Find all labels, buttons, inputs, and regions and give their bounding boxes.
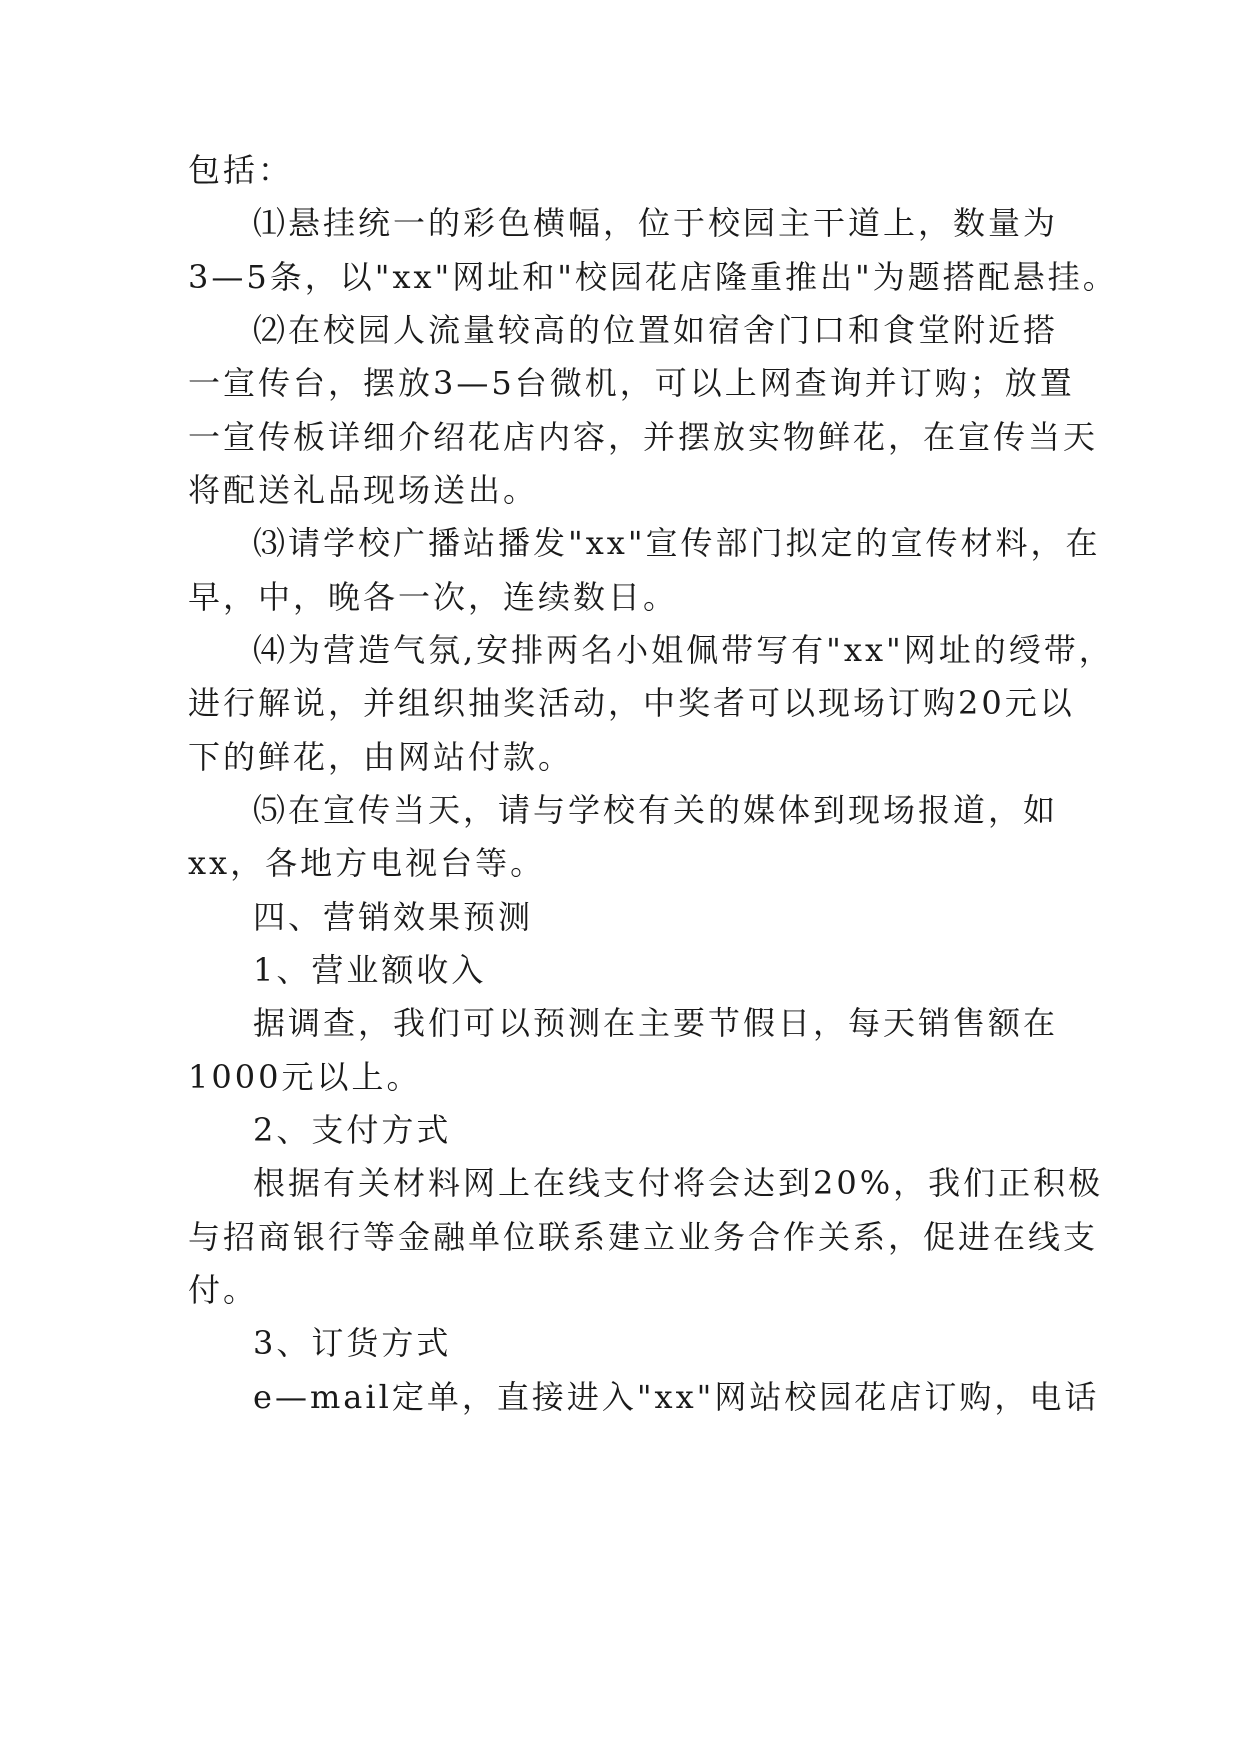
text-line: xx，各地方电视台等。 xyxy=(188,844,546,882)
text-line: 早，中，晚各一次，连续数日。 xyxy=(188,578,679,616)
text-line: ⑸在宣传当天，请与学校有关的媒体到现场报道，如 xyxy=(253,791,1059,829)
text-line: 付。 xyxy=(188,1271,259,1309)
subsection-heading: 2、支付方式 xyxy=(253,1111,452,1149)
text-line: 据调查，我们可以预测在主要节假日，每天销售额在 xyxy=(253,1004,1059,1042)
subsection-heading: 1、营业额收入 xyxy=(253,951,487,989)
text-line: ⑵在校园人流量较高的位置如宿舍门口和食堂附近搭 xyxy=(253,311,1059,349)
text-line: 一宣传台，摆放3—5台微机，可以上网查询并订购；放置 xyxy=(188,364,1075,402)
text-line: ⑴悬挂统一的彩色横幅，位于校园主干道上，数量为 xyxy=(253,204,1059,242)
text-line: 进行解说，并组织抽奖活动，中奖者可以现场订购20元以 xyxy=(188,684,1075,722)
text-line: 一宣传板详细介绍花店内容，并摆放实物鲜花，在宣传当天 xyxy=(188,418,1099,456)
text-line: 与招商银行等金融单位联系建立业务合作关系，促进在线支 xyxy=(188,1218,1099,1256)
text-line: 下的鲜花，由网站付款。 xyxy=(188,738,574,776)
text-line: 1000元以上。 xyxy=(188,1058,422,1096)
text-line: ⑷为营造气氛,安排两名小姐佩带写有"xx"网址的绶带， xyxy=(253,631,1114,669)
text-line: e—mail定单，直接进入"xx"网站校园花店订购，电话 xyxy=(253,1378,1100,1416)
text-line: 根据有关材料网上在线支付将会达到20%，我们正积极 xyxy=(253,1164,1104,1202)
text-line: 将配送礼品现场送出。 xyxy=(188,471,539,509)
subsection-heading: 3、订货方式 xyxy=(253,1324,452,1362)
text-line: ⑶请学校广播站播发"xx"宣传部门拟定的宣传材料，在 xyxy=(253,524,1101,562)
text-line: 包括： xyxy=(188,151,294,189)
section-heading: 四、营销效果预测 xyxy=(253,898,534,936)
text-line: 3—5条，以"xx"网址和"校园花店隆重推出"为题搭配悬挂。 xyxy=(188,258,1118,296)
